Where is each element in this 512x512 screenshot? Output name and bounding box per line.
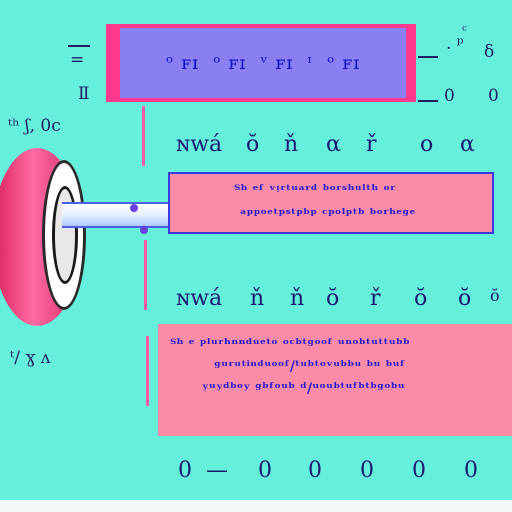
vertical-line-middle	[144, 240, 147, 310]
top-left-dash	[68, 45, 90, 47]
bottom-cell-7: 0	[464, 458, 478, 483]
bottom-cell-1: 0	[178, 458, 192, 483]
wheel-hub	[52, 186, 78, 284]
row2-cell-7: ŏ	[490, 286, 500, 305]
row1-cell-6: α	[460, 132, 475, 157]
left-label-upper: ᵗʰ ʃ, 0c	[8, 116, 61, 136]
top-left-marker-b: Ⅱ	[78, 84, 90, 104]
vertical-line-lower	[146, 336, 149, 406]
top-right-glyph-5: ᶜ	[462, 23, 467, 39]
bottom-cell-5: 0	[360, 458, 374, 483]
row2-cell-6: ŏ	[458, 286, 472, 311]
row2-cell-1: ň	[250, 286, 265, 311]
row2-cell-5: ŏ	[414, 286, 428, 311]
box1-line1: ᵀʰ ᵉᶠ ᵛᵎʳᵗᵘᵃʳᵈ ᵇᵒʳˢʰᵘˡᵗʰ ᵒʳ	[234, 183, 396, 199]
top-banner	[106, 24, 416, 102]
row2-lead: ɴᴡá	[176, 286, 223, 311]
row1-cell-1: ŏ	[246, 132, 260, 157]
banner-text: ᵒ ꜰɪ ᵒ ꜰɪ ᵛ ꜰɪ ᶦ ᵒ ꜰɪ	[165, 52, 361, 74]
description-box-lower	[158, 324, 512, 436]
vertical-line-upper	[142, 106, 145, 166]
box2-line2: ᵍᵘʳᵘᵗⁱⁿᵈᵘᵒᵒᶠ/ᵗᵘᵇᵗᵒᵛᵘᵇᵇᵘ ᵇᵘ ᵇᵘᶠ	[214, 359, 406, 375]
box2-line1: ᵀʰ ᵉ ᵖˡᵘʳʰⁿⁿᵈᵘᵉᵗᵒ ᵒᶜᵇᵗᵍᵒᵒᶠ ᵘⁿᵒᵇᵗᵘᵗᵗᵘᵇᵇ	[170, 337, 410, 353]
axle-marker-2	[140, 226, 148, 234]
axle-marker-1	[130, 204, 138, 212]
axle-shaft	[62, 202, 174, 228]
box1-line2: ᵃᵖᵖᵒᵉᵗᵖˢᵗᵖᵇᵖ ᶜᵖᵒˡᵖᵗᵇ ᵇᵒʳʰᵉᵍᵉ	[240, 207, 416, 223]
bottom-cell-4: 0	[308, 458, 322, 483]
row1-cell-2: ň	[284, 132, 299, 157]
top-banner-inner	[120, 28, 406, 98]
row2-cell-4: ř	[370, 286, 381, 311]
bottom-cell-3: 0	[258, 458, 272, 483]
top-right-dash-1	[418, 56, 438, 58]
description-box-upper	[168, 172, 494, 234]
top-right-glyph-3: 0	[444, 86, 455, 106]
bottom-strip	[0, 500, 512, 512]
row1-cell-4: ř	[366, 132, 377, 157]
row1-cell-5: o	[420, 132, 434, 157]
bottom-cell-6: 0	[412, 458, 426, 483]
top-right-glyph-1: . ᵖ	[446, 34, 464, 54]
box2-line3: ʸᵘʸᵈᵇᵒʸ ᵍᵇᶠᵒᵘᵇ ᵈ/ᵘᵒᵘᵇᵗᵘᶠᵇᵗᵇᵍᵒᵇᵘ	[202, 381, 405, 397]
top-left-marker-a: =	[70, 50, 85, 70]
row2-cell-3: ŏ	[326, 286, 340, 311]
bottom-cell-2: —	[206, 458, 228, 483]
left-label-lower: ᵗ/ ɣ ᴧ	[10, 348, 51, 368]
top-right-glyph-4: 0	[488, 86, 499, 106]
top-right-glyph-2: δ	[484, 42, 495, 62]
row2-cell-2: ň	[290, 286, 305, 311]
top-right-dash-2	[418, 100, 438, 102]
row1-cell-3: α	[326, 132, 341, 157]
row1-lead: ɴᴡá	[176, 132, 223, 157]
